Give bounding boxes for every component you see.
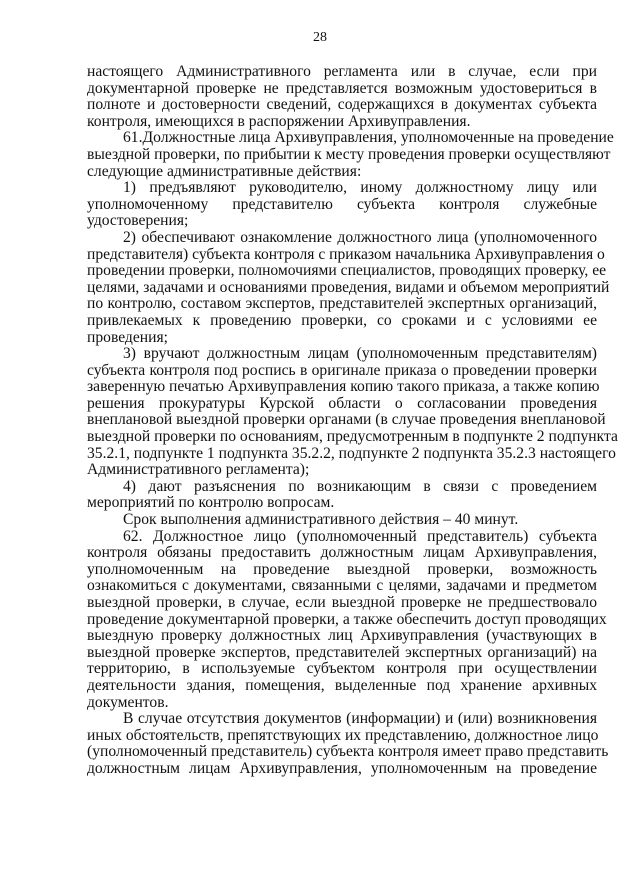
document-body xyxy=(87,63,618,778)
text-line: проведения; xyxy=(87,328,168,346)
text-line: по контролю, составом экспертов, представителей экспертных организаций, xyxy=(87,295,597,313)
text-line: выездной проверки, по прибытии к месту проведения проверки осуществляют xyxy=(87,145,611,163)
text-line: удостоверения; xyxy=(87,212,189,230)
text-line: 61.Должностные лица Архивуправления, уполномоченные на проведение xyxy=(123,129,614,147)
text-line: настоящего Административного регламента или в случае, если при xyxy=(87,63,597,80)
text-line: проведение документарной проверки, а также обеспечить доступ проводящих xyxy=(87,610,607,628)
text-line: Административного регламента); xyxy=(87,461,310,479)
text-line: уполномоченному представителю субъекта контроля служебные xyxy=(87,195,597,213)
text-line: деятельности здания, помещения, выделенные под хранение архивных xyxy=(87,676,597,694)
text-line: выездной проверке экспертов, представителей экспертных организаций) на xyxy=(87,643,597,661)
text-line: заверенную печатью Архивуправления копию такого приказа, а также копию xyxy=(87,378,600,396)
text-line: (уполномоченный представитель) субъекта контроля имеет право представить xyxy=(87,743,609,761)
text-line: внеплановой выездной проверки органами (в случае проведения внеплановой xyxy=(87,411,606,429)
text-line: полноте и достоверности сведений, содержащихся в документах субъекта xyxy=(87,96,597,114)
text-line: следующие административные действия: xyxy=(87,162,362,180)
text-line: выездной проверки, в случае, если выездной проверке не предшествовало xyxy=(87,594,597,611)
text-line: 2) обеспечивают ознакомление должностного лица (уполномоченного xyxy=(123,228,597,246)
text-line: 1) предъявляют руководителю, иному должностному лицу или xyxy=(123,179,597,197)
text-line: 3) вручают должностным лицам (уполномоченным представителям) xyxy=(123,345,597,363)
text-line: территорию, в используемые субъектом контроля при осуществлении xyxy=(87,660,597,678)
text-line: выездной проверки по основаниям, предусмотренным в подпункте 2 подпункта xyxy=(87,428,618,446)
text-line: проведении проверки, полномочиями специалистов, проводящих проверку, ее xyxy=(87,262,607,280)
text-line: ознакомиться с документами, связанными с целями, задачами и предметом xyxy=(87,577,597,595)
text-line: иных обстоятельств, препятствующих их представлению, должностное лицо xyxy=(87,726,599,744)
text-line: 62. Должностное лицо (уполномоченный представитель) субъекта xyxy=(123,527,597,545)
page-number: 28 xyxy=(313,30,327,45)
text-line: документов. xyxy=(87,693,169,711)
text-line: субъекта контроля под роспись в оригинале приказа о проведении проверки xyxy=(87,361,597,379)
text-line: выездную проверку должностных лиц Архивуправления (участвующих в xyxy=(87,627,597,645)
text-line: представителя) субъекта контроля с приказом начальника Архивуправления о xyxy=(87,245,605,263)
text-line: 4) дают разъяснения по возникающим в связи с проведением xyxy=(123,477,597,495)
text-line: решения прокуратуры Курской области о согласовании проведения xyxy=(87,394,597,412)
text-line: привлекаемых к проведению проверки, со сроками и с условиями ее xyxy=(87,311,597,329)
text-line: мероприятий по контролю вопросам. xyxy=(87,494,335,512)
text-line: В случае отсутствия документов (информации) и (или) возникновения xyxy=(123,710,597,728)
text-line: документарной проверке не представляется возможным удостовериться в xyxy=(87,79,597,97)
text-line: целями, задачами и основаниями проведения, видами и объемом мероприятий xyxy=(87,278,610,296)
text-line: уполномоченным на проведение выездной проверки, возможность xyxy=(87,560,597,578)
text-line: должностным лицам Архивуправления, уполномоченным на проведение xyxy=(87,759,597,777)
text-line: контроля, имеющихся в распоряжении Архивуправления. xyxy=(87,112,471,130)
text-line: 35.2.1, подпункте 1 подпункта 35.2.2, подпункте 2 подпункта 35.2.3 настоящего xyxy=(87,444,616,462)
text-line: Срок выполнения административного действия – 40 минут. xyxy=(123,511,519,529)
text-line: контроля обязаны предоставить должностным лицам Архивуправления, xyxy=(87,544,597,562)
